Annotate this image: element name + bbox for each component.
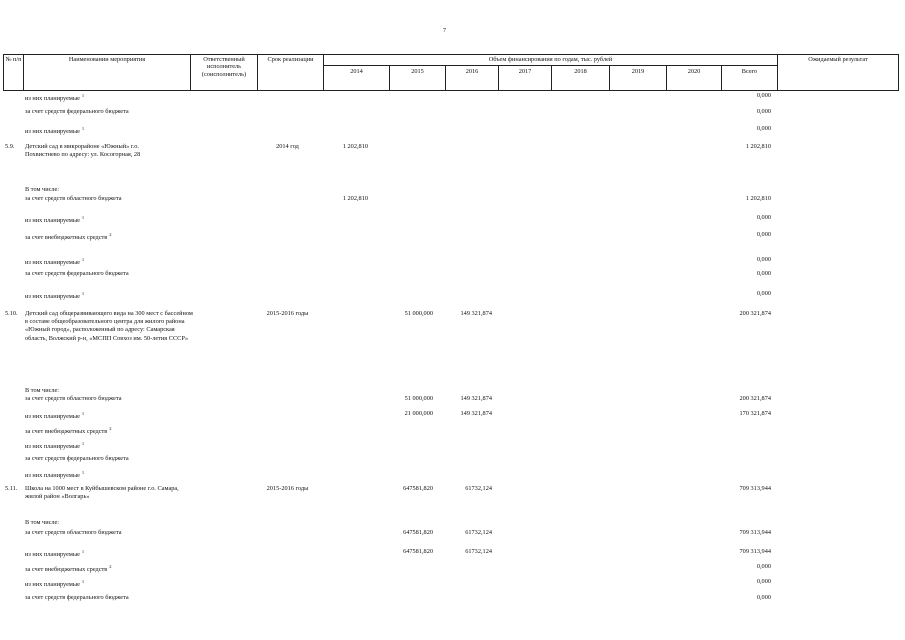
row-name-text: за счет внебюджетных средств (25, 566, 108, 574)
row-name (25, 395, 122, 403)
row-value-total: 0,000 (756, 270, 771, 277)
row-name-text: за счет средств федерального бюджета (25, 594, 129, 601)
row-value-y2015: 51 000,000 (404, 395, 433, 402)
row-name-text: В том числе: (25, 387, 60, 394)
row-name-text: из них планируемые (25, 128, 80, 136)
row-name-text: из них планируемые (25, 95, 80, 103)
row-value-total: 709 313,944 (739, 529, 771, 536)
row-value-y2014: 1 202,810 (342, 143, 368, 150)
row-name (25, 290, 84, 301)
header-year-2015: 2015 (411, 68, 424, 75)
row-value-total: 200 321,874 (739, 310, 771, 317)
row-name-text: из них планируемые (25, 581, 80, 589)
row-value-total: 0,000 (756, 563, 771, 570)
row-name-text: за счет средств федерального бюджета (25, 455, 129, 462)
row-value-y2016: 61732,124 (465, 529, 492, 536)
row-value-total: 1 202,810 (745, 143, 771, 150)
row-name-text: Детский сад общеразвивающего вида на 300 мест с бассейном в составе общеобразовательного центра для жилого района «Южный город», расположенный по адресу: Самарская область, Волжский р-н, «МСПП Совхоз им. 50-летия СССР» (25, 310, 193, 342)
row-name (25, 108, 129, 116)
row-name (25, 186, 59, 194)
row-name (25, 425, 112, 436)
footnote-marker: 1 (81, 579, 85, 584)
row-value-total: 709 313,944 (739, 548, 771, 555)
row-value-y2015: 647581,820 (403, 529, 433, 536)
footnote-marker: 1 (81, 126, 85, 131)
row-name-text: Детский сад в микрорайоне «Южный» г.о. Похвистнево по адресу: ул. Косогорная, 28 (25, 143, 141, 159)
row-value-y2016: 149 321,874 (460, 395, 492, 402)
row-name-text: из них планируемые (25, 413, 80, 421)
row-value-total: 0,000 (756, 92, 771, 99)
footnote-marker: 2 (109, 232, 112, 237)
row-name-text: из них планируемые (25, 293, 80, 301)
header-year-total: Всего (741, 68, 758, 75)
row-value-total: 0,000 (756, 594, 771, 601)
footnote-marker: 1 (81, 257, 85, 262)
row-value-y2016: 149 321,874 (460, 410, 492, 417)
row-name (25, 548, 84, 559)
row-term: 2015-2016 годы (266, 310, 309, 317)
row-name (25, 529, 122, 537)
row-name (25, 469, 84, 480)
header-year-2016: 2016 (465, 68, 479, 75)
row-value-y2016: 149 321,874 (460, 310, 492, 317)
header-year-2018: 2018 (574, 68, 587, 75)
header-no: № п/п (5, 56, 22, 63)
row-value-y2014: 1 202,810 (342, 195, 368, 202)
row-term: 2015-2016 годы (266, 485, 309, 492)
row-name-text: Школа на 1000 мест в Куйбышевском районе г.о. Самара, жилой район «Волгарь» (25, 485, 179, 501)
header-year-2014: 2014 (350, 68, 363, 75)
footnote-marker: 1 (81, 291, 85, 296)
row-value-total: 0,000 (756, 290, 771, 297)
row-value-y2015: 51 000,000 (404, 310, 433, 317)
row-name (25, 310, 197, 343)
header-year-2019: 2019 (631, 68, 645, 75)
footnote-marker: 2 (109, 426, 112, 431)
header-term: Срок реализации (267, 56, 314, 63)
row-number: 5.10. (5, 310, 18, 317)
footnote-marker: 1 (81, 215, 85, 220)
row-name-text: из них планируемые (25, 217, 80, 225)
table-header (3, 54, 899, 90)
row-name-text: В том числе: (25, 186, 60, 193)
row-value-y2016: 61732,124 (465, 548, 492, 555)
header-year-2017: 2017 (518, 68, 532, 75)
row-value-total: 0,000 (756, 108, 771, 115)
row-name (25, 440, 84, 451)
row-value-y2015: 647581,820 (403, 485, 433, 492)
row-value-total: 0,000 (756, 214, 771, 221)
row-value-total: 200 321,874 (739, 395, 771, 402)
row-number: 5.9. (5, 143, 15, 150)
page-number: 7 (443, 28, 446, 34)
row-name-text: за счет средств федерального бюджета (25, 108, 129, 115)
row-name (25, 485, 190, 501)
row-name (25, 256, 84, 267)
row-name (25, 519, 59, 527)
row-name (25, 195, 122, 203)
footnote-marker: 1 (81, 441, 85, 446)
footnote-marker: 1 (81, 411, 85, 416)
header-funding: Объем финансирования по годам, тыс. рублей (488, 56, 613, 63)
row-name (25, 594, 129, 602)
row-name-text: за счет внебюджетных средств (25, 428, 108, 436)
footnote-marker: 1 (81, 93, 85, 98)
row-name-text: из них планируемые (25, 551, 80, 559)
row-name (25, 410, 84, 421)
row-value-y2015: 647581,820 (403, 548, 433, 555)
row-value-total: 0,000 (756, 231, 771, 238)
row-name (25, 578, 84, 589)
row-name-text: из них планируемые (25, 259, 80, 267)
row-name-text: за счет средств федерального бюджета (25, 270, 129, 277)
row-name (25, 143, 175, 159)
row-value-y2016: 61732,124 (465, 485, 492, 492)
header-name: Наименовании мероприятия (68, 56, 146, 63)
row-name (25, 270, 129, 278)
row-name-text: В том числе: (25, 519, 60, 526)
row-value-total: 170 321,874 (739, 410, 771, 417)
header-result: Ожидаемый результат (808, 56, 868, 63)
row-value-total: 0,000 (756, 125, 771, 132)
row-term: 2014 год (276, 143, 299, 150)
row-name (25, 92, 84, 103)
row-value-total: 0,000 (756, 578, 771, 585)
row-name (25, 387, 59, 395)
footnote-marker: 1 (81, 470, 85, 475)
footnote-marker: 2 (109, 564, 112, 569)
row-name (25, 455, 129, 463)
row-name-text: за счет средств областного бюджета (25, 529, 122, 536)
footnote-marker: 1 (81, 549, 85, 554)
row-number: 5.11. (5, 485, 18, 492)
row-value-total: 1 202,810 (745, 195, 771, 202)
row-name (25, 214, 84, 225)
header-year-2020: 2020 (687, 68, 701, 75)
row-name-text: за счет средств областного бюджета (25, 195, 122, 202)
row-name-text: за счет внебюджетных средств (25, 234, 108, 242)
row-name (25, 563, 112, 574)
row-name-text: из них планируемые (25, 472, 80, 480)
row-name-text: за счет средств областного бюджета (25, 395, 122, 402)
row-name-text: из них планируемые (25, 443, 80, 451)
header-responsible: Ответственный исполнитель (соисполнитель) (201, 56, 247, 78)
row-name (25, 231, 112, 242)
row-value-total: 709 313,944 (739, 485, 771, 492)
row-value-y2015: 21 000,000 (404, 410, 433, 417)
row-value-total: 0,000 (756, 256, 771, 263)
row-name (25, 125, 84, 136)
